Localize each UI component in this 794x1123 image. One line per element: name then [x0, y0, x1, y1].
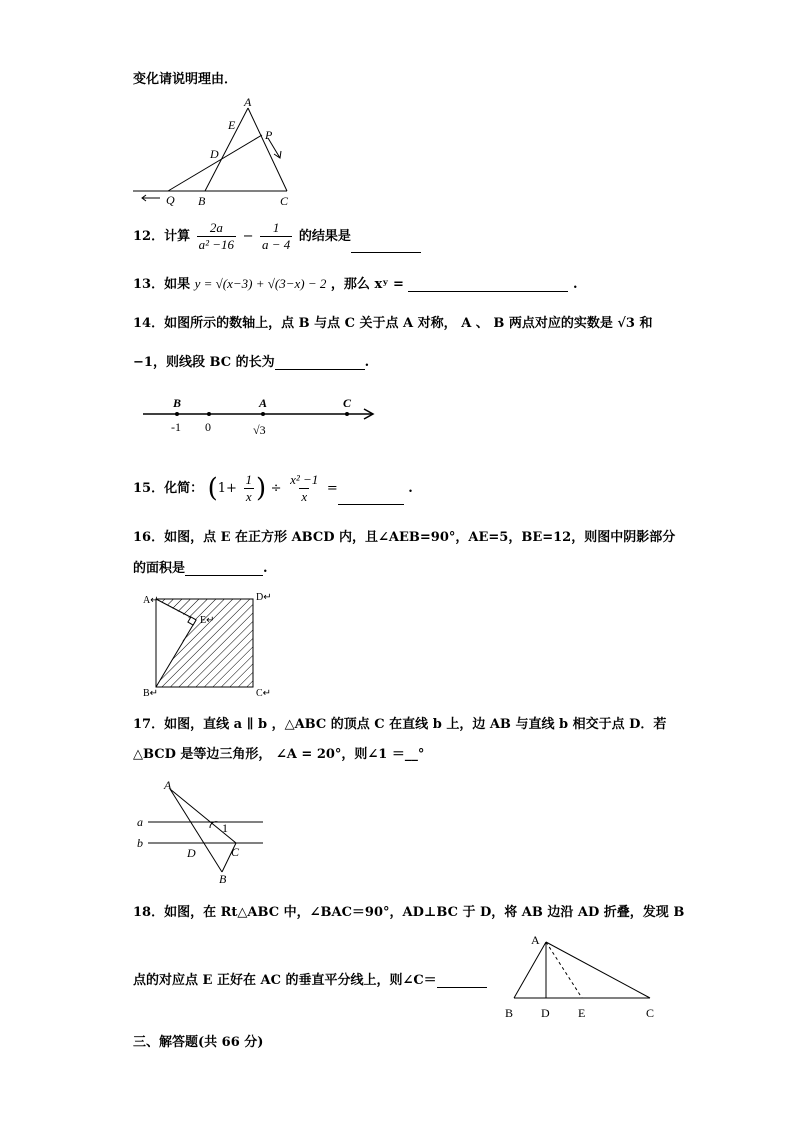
label-D: D	[210, 147, 219, 161]
svg-text:0: 0	[205, 420, 211, 434]
svg-text:B↵: B↵	[143, 688, 159, 699]
svg-text:B: B	[505, 1006, 514, 1020]
svg-text:A: A	[531, 933, 540, 947]
label-B: B	[198, 194, 206, 208]
svg-text:1: 1	[222, 821, 228, 835]
label-P: P	[265, 128, 273, 142]
svg-text:C: C	[646, 1006, 655, 1020]
intro-line: 变化请说明理由．	[133, 72, 238, 87]
label-A: A	[244, 95, 252, 109]
svg-text:C↵: C↵	[256, 688, 272, 699]
label-Q: Q	[166, 193, 175, 207]
question-16-line1: 16．如图，点 E 在正方形 ABCD 内，且∠AEB=90°，AE=5，BE=12，则图中阴影部分	[133, 530, 676, 545]
label-C: C	[280, 194, 289, 208]
svg-text:-1: -1	[171, 420, 181, 434]
svg-text:B: B	[219, 872, 227, 886]
svg-text:A↵: A↵	[143, 595, 159, 606]
label-E: E	[228, 118, 236, 132]
svg-text:a: a	[137, 815, 143, 829]
svg-text:C: C	[231, 845, 240, 859]
question-17-line1: 17．如图，直线 a ∥ b ，△ABC 的顶点 C 在直线 b 上，边 AB 与直线 b 相交于点 D．若	[133, 717, 667, 732]
question-12: 12．计算 $\frac{2a}{\text{a² −16}}$ − $\frac{1}{a - 4}$ 的结果是	[133, 220, 421, 253]
svg-text:E↵: E↵	[200, 615, 215, 626]
section-3-heading: 三、解答题(共 66 分)	[133, 1035, 264, 1050]
svg-text:√3: √3	[253, 423, 266, 437]
svg-text:E: E	[578, 1006, 586, 1020]
svg-text:b: b	[137, 836, 143, 850]
svg-text:C: C	[343, 396, 352, 410]
question-15: 15．化简： (1+ $\frac{1}{x}$ ) ÷ $\frac{\text{x² −1}}{x}$ = .	[133, 472, 413, 504]
svg-text:A: A	[259, 396, 268, 410]
svg-text:D↵: D↵	[256, 592, 272, 603]
svg-text:D: D	[187, 846, 196, 860]
svg-text:D: D	[541, 1006, 550, 1020]
svg-text:B: B	[173, 396, 182, 410]
question-18-line2: 点的对应点 E 正好在 AC 的垂直平分线上，则∠C＝	[133, 969, 487, 988]
svg-text:A: A	[164, 778, 172, 792]
question-14-line2: −1，则线段 BC 的长为 .	[133, 355, 370, 370]
question-17-line2: △BCD 是等边三角形， ∠A = 20°，则∠1 ＝__°	[133, 747, 425, 762]
question-13: 13．如果 y = √(x−3) + √(3−x) − 2 ，那么 xʸ = .	[133, 276, 578, 292]
question-18-line1: 18．如图，在 Rt△ABC 中，∠BAC＝90°，AD⊥BC 于 D，将 AB 边沿 AD 折叠，发现 B	[133, 905, 685, 920]
question-14-line1: 14．如图所示的数轴上，点 B 与点 C 关于点 A 对称， A 、 B 两点对应的实数是 √3 和	[133, 316, 653, 331]
question-16-line2: 的面积是 .	[133, 561, 268, 576]
